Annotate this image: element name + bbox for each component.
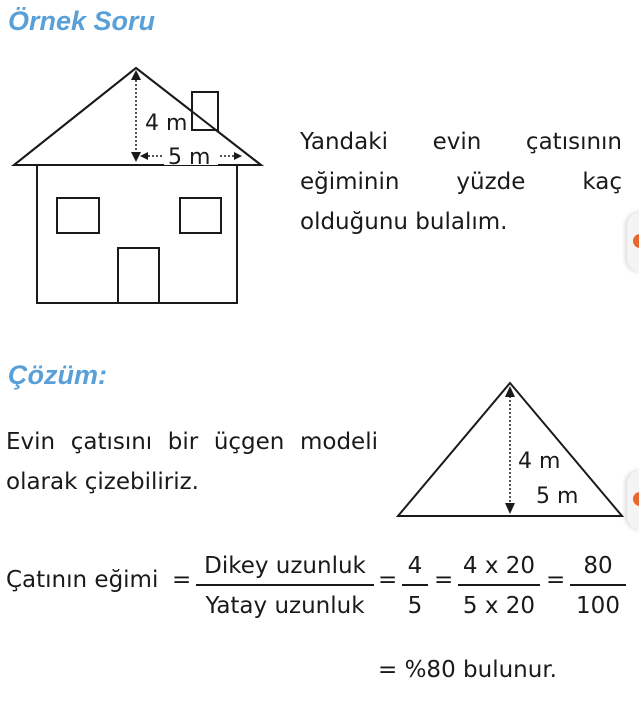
fraction-step1 (196, 550, 374, 622)
house-height-label: 4 m (145, 111, 188, 136)
solution-heading: Çözüm: (8, 360, 107, 390)
fraction-bar (196, 584, 374, 586)
fraction-step2-numerator: 4 (407, 553, 423, 579)
fraction-step3-numerator: 4 x 20 (462, 553, 536, 579)
fraction-step1-denominator: Yatay uzunluk (205, 593, 365, 619)
page-edge-marker (627, 470, 639, 530)
house-door (118, 248, 159, 303)
triangle-width-label: 5 m (536, 484, 579, 509)
equals-sign: = (172, 567, 192, 593)
fraction-bar (458, 584, 540, 586)
example-heading: Örnek Soru (8, 6, 156, 36)
equals-sign: = (546, 567, 566, 593)
house-window-left (57, 198, 99, 233)
fraction-step2-denominator: 5 (407, 593, 423, 619)
equals-sign: = (434, 567, 454, 593)
page-edge-marker (627, 212, 639, 272)
fraction-step4-denominator: 100 (576, 593, 620, 619)
fraction-step3-denominator: 5 x 20 (462, 593, 536, 619)
fraction-step4 (570, 550, 626, 622)
equation-result: = %80 bulunur. (378, 657, 557, 683)
equation-lhs: Çatının eğimi (6, 567, 159, 593)
fraction-bar (402, 584, 428, 586)
fraction-step1-numerator: Dikey uzunluk (204, 553, 366, 579)
triangle-height-label: 4 m (518, 449, 561, 474)
house-width-label: 5 m (168, 145, 211, 170)
fraction-step4-numerator: 80 (583, 553, 613, 579)
house-chimney (192, 92, 218, 130)
house-window-right (180, 198, 221, 233)
house-roof (14, 68, 261, 165)
fraction-step3 (458, 550, 540, 622)
equals-sign: = (378, 567, 398, 593)
solution-text: Evin çatısını bir üçgen modeli olarak çizebiliriz. (6, 429, 378, 495)
fraction-bar (570, 584, 626, 586)
fraction-step2 (402, 550, 428, 622)
question-text: Yandaki evin çatısının eğiminin yüzde kaç olduğunu bulalım. (300, 129, 622, 235)
